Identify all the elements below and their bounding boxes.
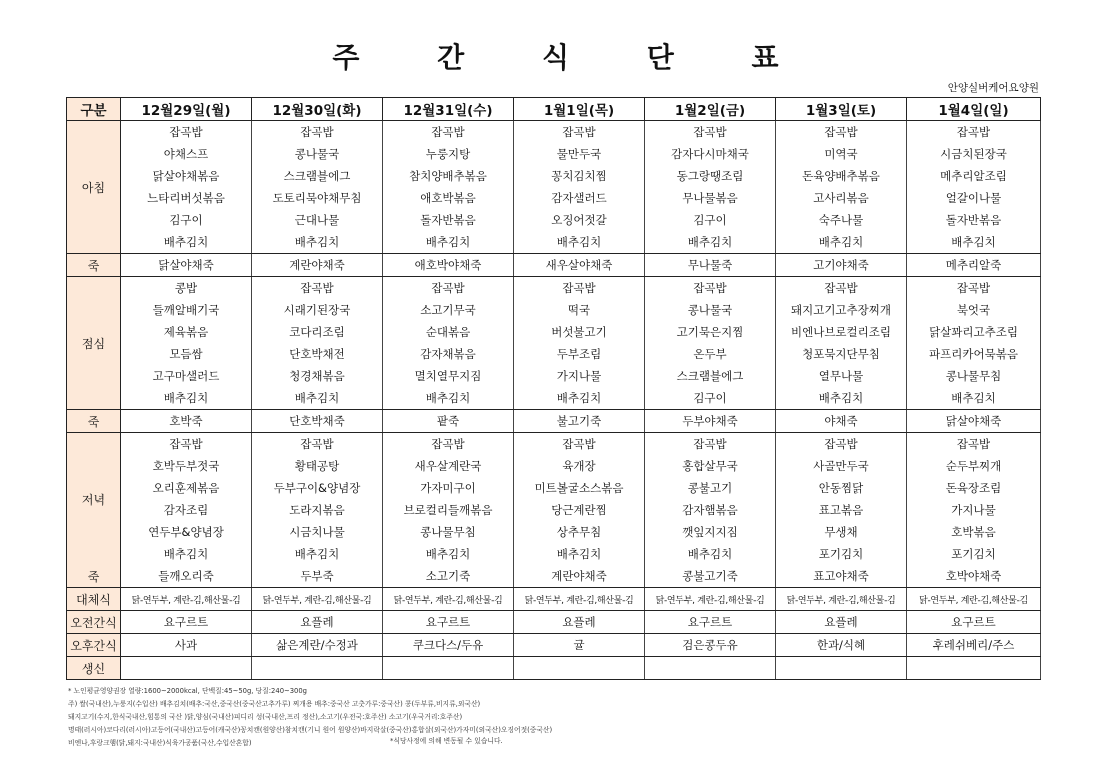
menu-cell: 닭-연두부, 계란-김,해산물-김 (514, 588, 645, 611)
menu-cell: 콩나물무침 (907, 365, 1041, 387)
menu-cell: 멸치열무지짐 (383, 365, 514, 387)
menu-cell: 포기김치 (907, 543, 1041, 565)
menu-cell (776, 657, 907, 680)
menu-cell: 새우살야채죽 (514, 254, 645, 277)
menu-cell: 안동찜닭 (776, 477, 907, 499)
menu-cell: 잡곡밥 (383, 277, 514, 300)
menu-cell: 물만두국 (514, 143, 645, 165)
menu-cell: 요구르트 (383, 611, 514, 634)
menu-row (67, 143, 1041, 165)
menu-cell: 고기묵은지찜 (645, 321, 776, 343)
menu-cell: 스크램블에그 (645, 365, 776, 387)
menu-cell: 배추김치 (514, 231, 645, 254)
menu-cell: 표고볶음 (776, 499, 907, 521)
menu-cell: 돈육장조림 (907, 477, 1041, 499)
menu-cell: 잡곡밥 (776, 121, 907, 144)
menu-cell: 배추김치 (383, 543, 514, 565)
menu-cell: 김구이 (121, 209, 252, 231)
menu-cell: 미역국 (776, 143, 907, 165)
menu-cell: 잡곡밥 (645, 433, 776, 456)
menu-cell: 포기김치 (776, 543, 907, 565)
menu-cell: 배추김치 (645, 543, 776, 565)
menu-cell: 콩불고기죽 (645, 565, 776, 588)
menu-cell: 귤 (514, 634, 645, 657)
menu-row (67, 565, 1041, 588)
menu-cell: 사과 (121, 634, 252, 657)
menu-cell: 시금치나물 (252, 521, 383, 543)
footnote-line: 돼지고기(수지,한식국내산,힘통의 국산 )닭,양심(국내산)피디리 성(국내산,프리 정산),소고기(우전국:호주산) 소고기(우국거리:호주산) (68, 713, 463, 721)
menu-cell: 배추김치 (383, 231, 514, 254)
menu-cell: 돌자반볶음 (383, 209, 514, 231)
menu-cell (514, 657, 645, 680)
menu-cell: 표고야채죽 (776, 565, 907, 588)
menu-cell: 콩나물무침 (383, 521, 514, 543)
menu-cell: 닭-연두부, 계란-김,해산물-김 (383, 588, 514, 611)
menu-cell: 애호박야채죽 (383, 254, 514, 277)
menu-cell: 두부조림 (514, 343, 645, 365)
menu-row (67, 165, 1041, 187)
menu-cell (121, 657, 252, 680)
menu-cell: 잡곡밥 (121, 433, 252, 456)
menu-cell: 배추김치 (383, 387, 514, 410)
meal-label-am-snack: 오전간식 (67, 611, 121, 634)
menu-cell: 김구이 (645, 387, 776, 410)
menu-cell: 호박볶음 (907, 521, 1041, 543)
menu-cell: 배추김치 (252, 231, 383, 254)
meal-label-porridge: 죽 (67, 410, 121, 433)
menu-cell (383, 657, 514, 680)
footnote-line: 명태(러시아)코다리(러시아)고등어(국내산)고등어(캐국산)꽁치캔(원양산)참치캔(기니 원어 원양산)바지락살(중국산)홍합살(외국산)가자미(외국산)오징어젓(중국산) (68, 726, 553, 734)
menu-cell: 돼지고기고추장찌개 (776, 299, 907, 321)
menu-cell: 닭-연두부, 계란-김,해산물-김 (121, 588, 252, 611)
menu-cell: 숙주나물 (776, 209, 907, 231)
menu-cell: 북엇국 (907, 299, 1041, 321)
menu-cell: 요플레 (776, 611, 907, 634)
meal-label-dinner: 저녁 (67, 433, 121, 566)
menu-cell: 팥죽 (383, 410, 514, 433)
menu-cell: 감자채볶음 (383, 343, 514, 365)
menu-row (67, 321, 1041, 343)
menu-cell: 육개장 (514, 455, 645, 477)
menu-cell: 감자조림 (121, 499, 252, 521)
menu-cell: 배추김치 (514, 543, 645, 565)
change-notice: *식당사정에 의해 변동될 수 있습니다. (390, 737, 503, 745)
menu-cell: 참치양배추볶음 (383, 165, 514, 187)
menu-cell: 고기야채죽 (776, 254, 907, 277)
menu-cell: 온두부 (645, 343, 776, 365)
menu-row (67, 209, 1041, 231)
menu-row (67, 433, 1041, 456)
menu-cell: 돌자반볶음 (907, 209, 1041, 231)
menu-cell: 메추리알죽 (907, 254, 1041, 277)
menu-cell: 닭살야채죽 (907, 410, 1041, 433)
menu-row (67, 231, 1041, 254)
header-row (67, 98, 1041, 121)
menu-cell: 도토리묵야채무침 (252, 187, 383, 209)
menu-cell: 브로컬리들깨볶음 (383, 499, 514, 521)
menu-cell: 잡곡밥 (907, 121, 1041, 144)
menu-cell: 새우살계란국 (383, 455, 514, 477)
menu-cell: 배추김치 (121, 543, 252, 565)
menu-cell: 배추김치 (645, 231, 776, 254)
menu-cell: 잡곡밥 (252, 121, 383, 144)
menu-row (67, 277, 1041, 300)
footnote-line: 비엔나,후랑크햄(닭,돼지:국내산)식육가공품(국산,수입산혼합) (68, 739, 252, 747)
menu-row (67, 657, 1041, 680)
menu-cell: 요구르트 (121, 611, 252, 634)
menu-cell: 닭-연두부, 계란-김,해산물-김 (776, 588, 907, 611)
menu-cell: 배추김치 (121, 387, 252, 410)
meal-label-breakfast: 아침 (67, 121, 121, 254)
menu-cell: 야채스프 (121, 143, 252, 165)
weekly-menu-table (66, 97, 1041, 680)
menu-cell: 잡곡밥 (252, 433, 383, 456)
menu-row (67, 455, 1041, 477)
menu-cell: 도라지볶음 (252, 499, 383, 521)
menu-cell: 요구르트 (907, 611, 1041, 634)
menu-cell: 들깨오리죽 (121, 565, 252, 588)
menu-cell: 야채죽 (776, 410, 907, 433)
menu-cell: 김구이 (645, 209, 776, 231)
menu-cell: 당근계란찜 (514, 499, 645, 521)
menu-cell: 한과/식혜 (776, 634, 907, 657)
menu-row (67, 121, 1041, 144)
menu-cell: 코다리조림 (252, 321, 383, 343)
header-day: 1월2일(금) (645, 98, 776, 121)
menu-cell: 두부죽 (252, 565, 383, 588)
menu-cell: 근대나물 (252, 209, 383, 231)
menu-cell: 무나물볶음 (645, 187, 776, 209)
page-title: 주 간 식 단 표 (332, 41, 813, 74)
menu-cell: 무나물죽 (645, 254, 776, 277)
menu-row (67, 634, 1041, 657)
menu-cell: 호박죽 (121, 410, 252, 433)
menu-cell: 잡곡밥 (645, 121, 776, 144)
header-day: 12월31일(수) (383, 98, 514, 121)
menu-cell: 무생채 (776, 521, 907, 543)
menu-cell: 닭-연두부, 계란-김,해산물-김 (645, 588, 776, 611)
menu-row (67, 299, 1041, 321)
meal-label-lunch: 점심 (67, 277, 121, 410)
menu-cell: 비엔나브로컬리조림 (776, 321, 907, 343)
menu-cell: 애호박볶음 (383, 187, 514, 209)
menu-cell (645, 657, 776, 680)
menu-cell: 호박두부젓국 (121, 455, 252, 477)
menu-cell: 가지나물 (907, 499, 1041, 521)
menu-cell: 메추리알조림 (907, 165, 1041, 187)
meal-label-porridge: 죽 (67, 565, 121, 588)
menu-cell: 미트볼굴소스볶음 (514, 477, 645, 499)
footnote-line: 주) 쌀(국내산),누룽지(수입산) 배추김치(배추:국산,중국산(중국산고추가루) 찌개용 배추:중국산 고춧가루:중국산) 콩(두부류,비지류,외국산) (68, 700, 481, 708)
menu-cell: 순대볶음 (383, 321, 514, 343)
menu-cell: 스크램블에그 (252, 165, 383, 187)
menu-row (67, 588, 1041, 611)
menu-cell: 파프리카어묵볶음 (907, 343, 1041, 365)
menu-cell: 두부야채죽 (645, 410, 776, 433)
menu-cell: 잡곡밥 (252, 277, 383, 300)
menu-cell: 요플레 (514, 611, 645, 634)
menu-cell: 잡곡밥 (645, 277, 776, 300)
meal-label-substitute: 대체식 (67, 588, 121, 611)
menu-cell: 콩불고기 (645, 477, 776, 499)
menu-cell: 콩나물국 (252, 143, 383, 165)
menu-cell: 잡곡밥 (514, 433, 645, 456)
menu-row (67, 387, 1041, 410)
menu-cell: 콩나물국 (645, 299, 776, 321)
menu-cell (252, 657, 383, 680)
menu-body (67, 121, 1041, 680)
menu-cell: 꽁치김치찜 (514, 165, 645, 187)
menu-cell: 요구르트 (645, 611, 776, 634)
menu-cell: 요플레 (252, 611, 383, 634)
menu-cell: 두부구이&양념장 (252, 477, 383, 499)
menu-cell: 가지나물 (514, 365, 645, 387)
menu-cell: 닭-연두부, 계란-김,해산물-김 (252, 588, 383, 611)
header-day: 12월29일(월) (121, 98, 252, 121)
menu-cell: 배추김치 (252, 387, 383, 410)
menu-cell: 닭살꽈리고추조림 (907, 321, 1041, 343)
menu-row (67, 343, 1041, 365)
menu-cell: 잡곡밥 (514, 121, 645, 144)
header-day: 1월4일(일) (907, 98, 1041, 121)
menu-cell: 모듬쌈 (121, 343, 252, 365)
menu-cell: 잡곡밥 (907, 433, 1041, 456)
menu-cell: 청경채볶음 (252, 365, 383, 387)
menu-cell: 후레쉬베리/주스 (907, 634, 1041, 657)
menu-cell: 쿠크다스/두유 (383, 634, 514, 657)
menu-cell: 콩밥 (121, 277, 252, 300)
meal-label-pm-snack: 오후간식 (67, 634, 121, 657)
menu-cell: 삶은계란/수정과 (252, 634, 383, 657)
menu-cell: 배추김치 (776, 387, 907, 410)
menu-cell: 닭살야채죽 (121, 254, 252, 277)
menu-row (67, 611, 1041, 634)
menu-cell: 배추김치 (121, 231, 252, 254)
menu-cell: 가자미구이 (383, 477, 514, 499)
header-day: 1월3일(토) (776, 98, 907, 121)
menu-cell: 고구마샐러드 (121, 365, 252, 387)
menu-cell: 소고기무국 (383, 299, 514, 321)
menu-row (67, 477, 1041, 499)
menu-cell: 버섯불고기 (514, 321, 645, 343)
menu-cell: 불고기죽 (514, 410, 645, 433)
menu-cell: 감자다시마채국 (645, 143, 776, 165)
menu-row (67, 410, 1041, 433)
menu-cell: 잡곡밥 (121, 121, 252, 144)
footnote-line: * 노인평균영양권장 열량:1600~2000kcal, 단백질:45~50g, 당질:240~300g (68, 687, 307, 695)
menu-cell: 잡곡밥 (776, 277, 907, 300)
menu-cell: 고사리볶음 (776, 187, 907, 209)
menu-row (67, 499, 1041, 521)
menu-cell: 배추김치 (776, 231, 907, 254)
menu-cell: 열무나물 (776, 365, 907, 387)
menu-cell: 단호박채전 (252, 343, 383, 365)
menu-row (67, 254, 1041, 277)
menu-cell: 배추김치 (907, 231, 1041, 254)
menu-cell: 누룽지탕 (383, 143, 514, 165)
meal-label-porridge: 죽 (67, 254, 121, 277)
menu-cell: 홍합살무국 (645, 455, 776, 477)
menu-cell: 호박야채죽 (907, 565, 1041, 588)
menu-cell: 감자햄볶음 (645, 499, 776, 521)
menu-row (67, 521, 1041, 543)
header-day: 12월30일(화) (252, 98, 383, 121)
menu-cell: 황태공탕 (252, 455, 383, 477)
menu-row (67, 187, 1041, 209)
menu-cell: 떡국 (514, 299, 645, 321)
organization-name: 안양실버케어요양원 (947, 82, 1039, 94)
menu-cell: 소고기죽 (383, 565, 514, 588)
menu-cell: 순두부찌개 (907, 455, 1041, 477)
menu-cell: 닭살야채볶음 (121, 165, 252, 187)
menu-cell: 돈육양배추볶음 (776, 165, 907, 187)
menu-cell: 닭-연두부, 계란-김,해산물-김 (907, 588, 1041, 611)
menu-cell: 오징어젓갈 (514, 209, 645, 231)
menu-cell: 검은콩두유 (645, 634, 776, 657)
menu-row (67, 365, 1041, 387)
menu-cell: 동그랑땡조림 (645, 165, 776, 187)
menu-cell: 잡곡밥 (776, 433, 907, 456)
menu-cell: 오리훈제볶음 (121, 477, 252, 499)
menu-cell: 잡곡밥 (383, 121, 514, 144)
menu-cell: 느타리버섯볶음 (121, 187, 252, 209)
menu-cell: 감자샐러드 (514, 187, 645, 209)
menu-cell: 청포묵지단무침 (776, 343, 907, 365)
menu-cell: 잡곡밥 (383, 433, 514, 456)
menu-row (67, 543, 1041, 565)
header-gubun: 구분 (67, 98, 121, 121)
menu-cell: 배추김치 (514, 387, 645, 410)
menu-cell: 제육볶음 (121, 321, 252, 343)
menu-cell: 배추김치 (252, 543, 383, 565)
menu-cell: 시래기된장국 (252, 299, 383, 321)
menu-cell: 계란야채죽 (514, 565, 645, 588)
menu-cell: 시금치된장국 (907, 143, 1041, 165)
menu-cell: 잡곡밥 (514, 277, 645, 300)
meal-label-birthday: 생신 (67, 657, 121, 680)
menu-cell: 연두부&양념장 (121, 521, 252, 543)
menu-cell: 사골만두국 (776, 455, 907, 477)
menu-cell: 잡곡밥 (907, 277, 1041, 300)
menu-cell (907, 657, 1041, 680)
menu-cell: 얼갈이나물 (907, 187, 1041, 209)
menu-cell: 들깨알배기국 (121, 299, 252, 321)
menu-cell: 단호박채죽 (252, 410, 383, 433)
menu-cell: 배추김치 (907, 387, 1041, 410)
menu-cell: 계란야채죽 (252, 254, 383, 277)
header-day: 1월1일(목) (514, 98, 645, 121)
menu-cell: 상추무침 (514, 521, 645, 543)
menu-cell: 깻잎지지짐 (645, 521, 776, 543)
